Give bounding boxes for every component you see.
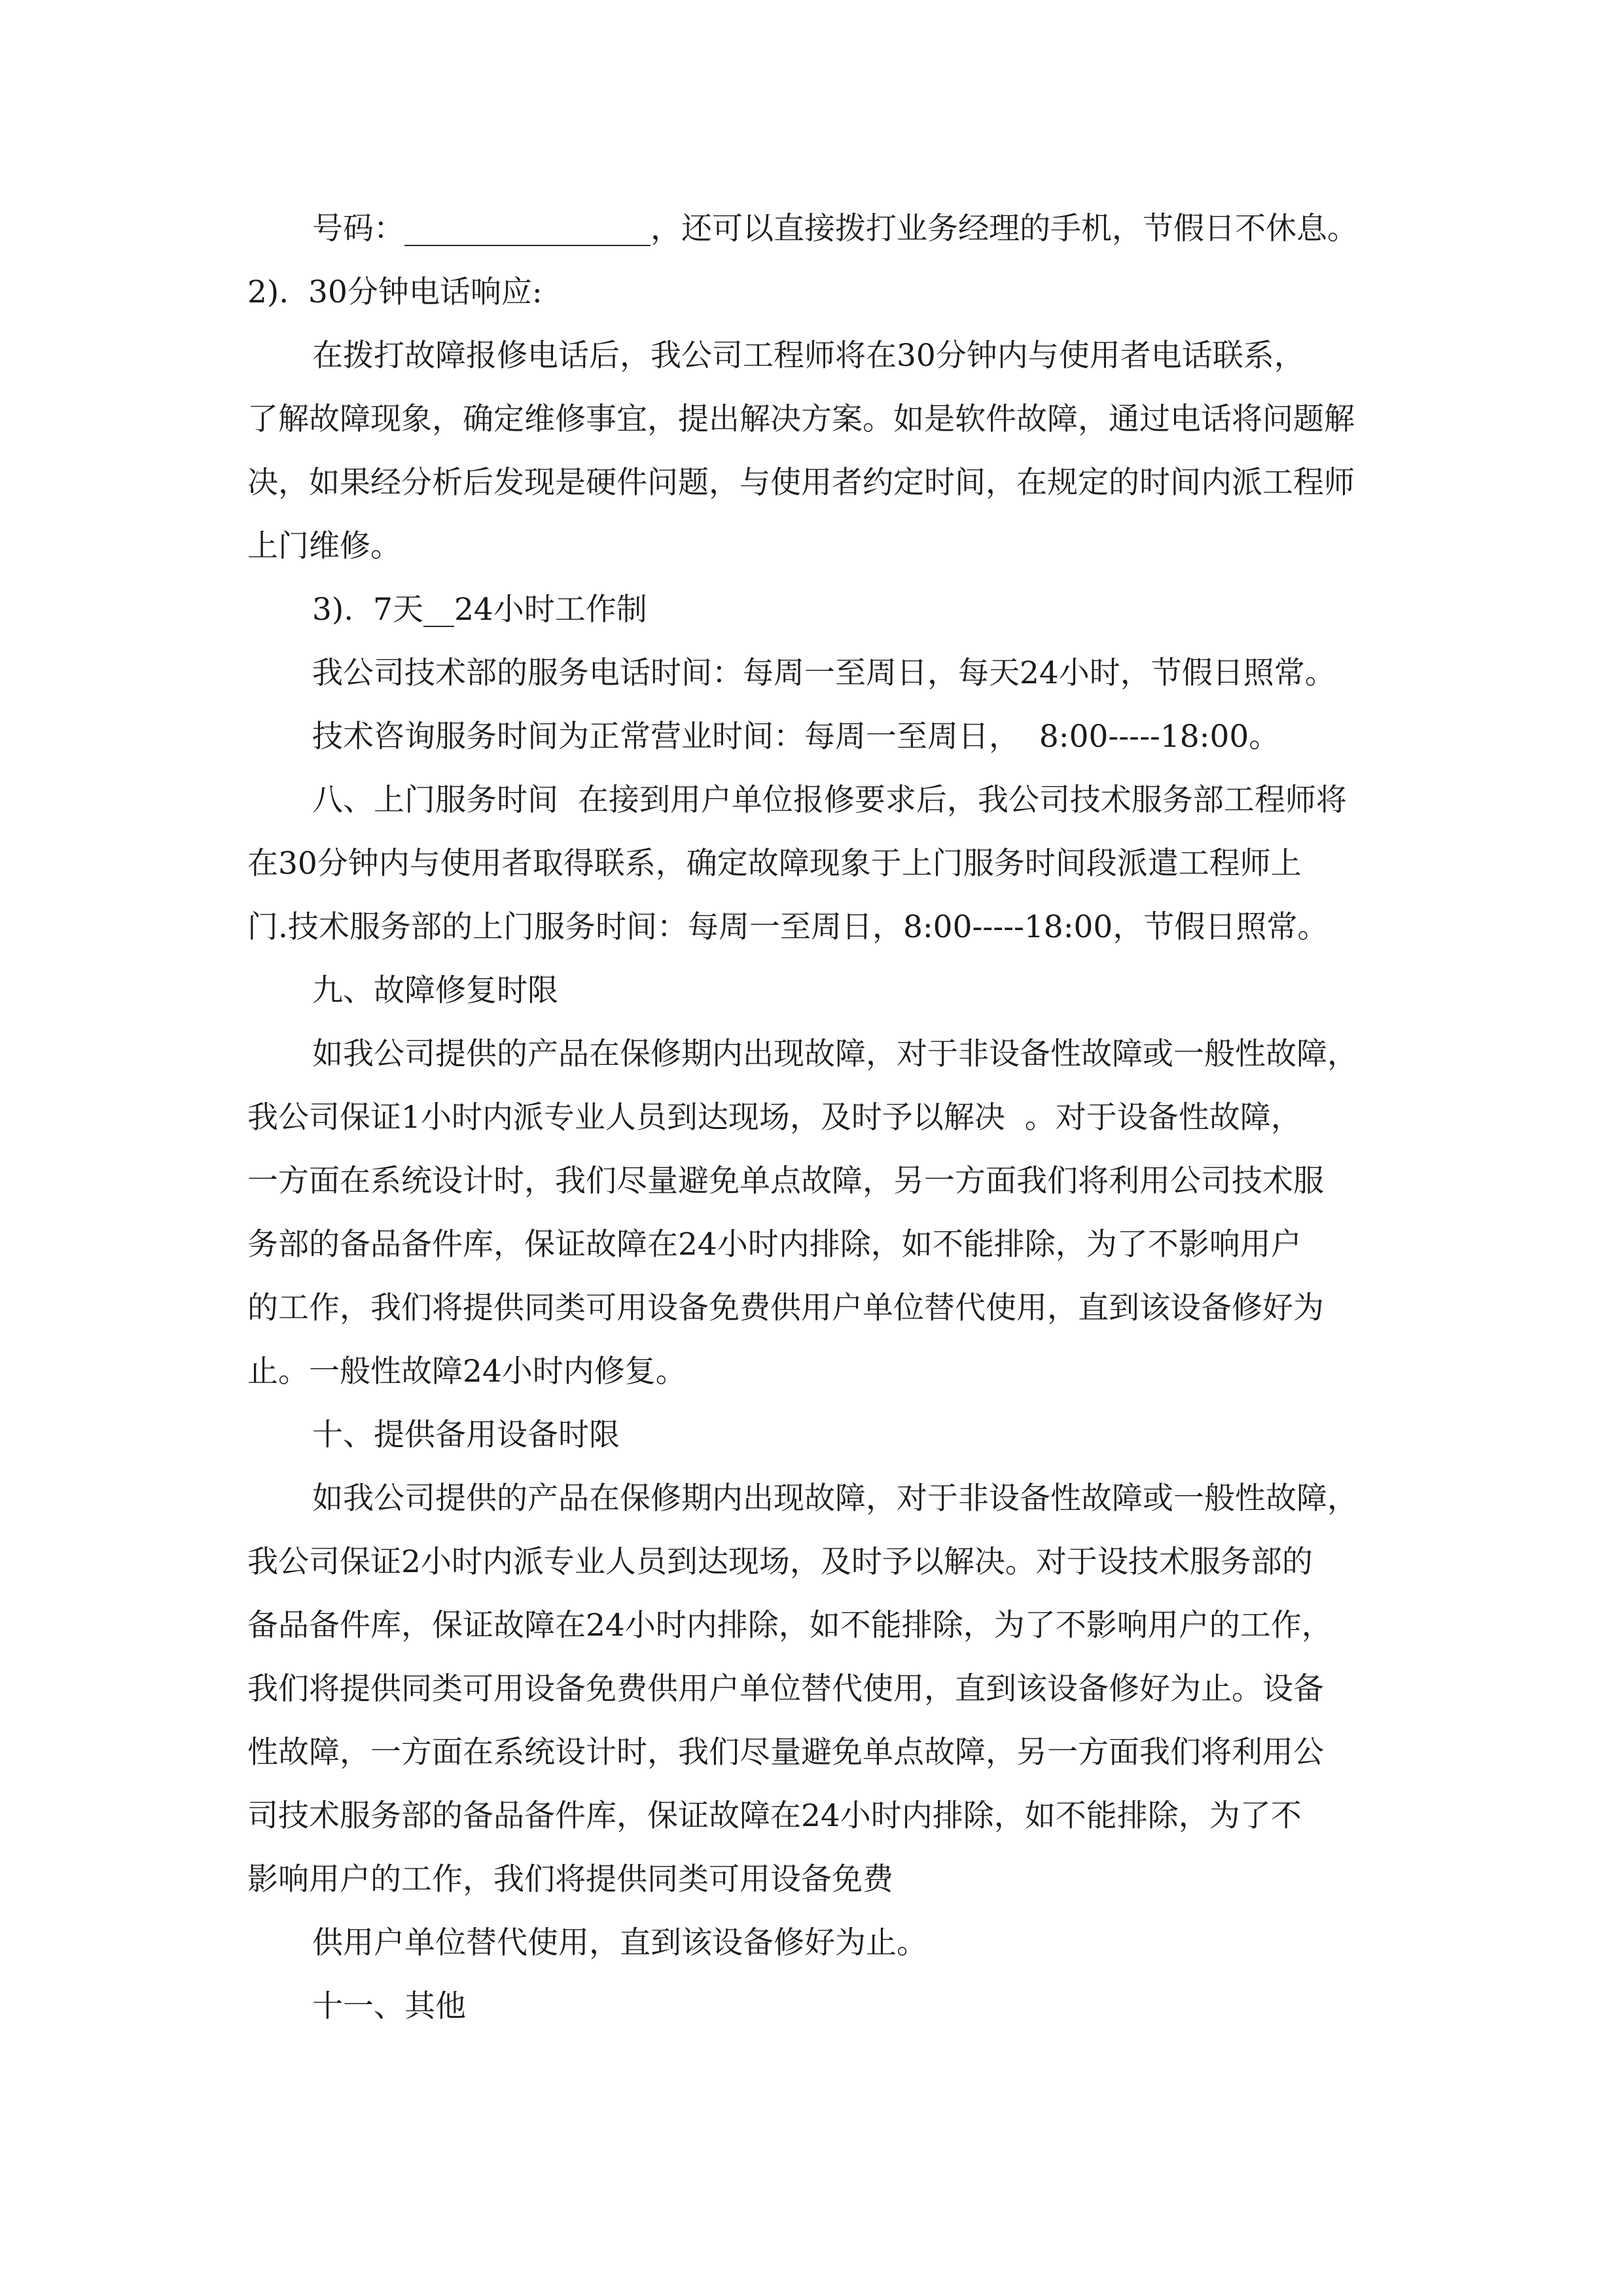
text-line: 门.技术服务部的上门服务时间：每周一至周日，8:00-----18:00，节假日照常。	[247, 909, 1329, 945]
text-line: 性故障，一方面在系统设计时，我们尽量避免单点故障，另一方面我们将利用公	[247, 1734, 1324, 1770]
text-line: 3). 7天__24小时工作制	[312, 592, 647, 628]
text-line: 的工作，我们将提供同类可用设备免费供用户单位替代使用，直到该设备修好为	[247, 1290, 1324, 1326]
text-line: 在拨打故障报修电话后，我公司工程师将在30分钟内与使用者电话联系，	[312, 338, 1305, 374]
text-line: 决，如果经分析后发现是硬件问题，与使用者约定时间，在规定的时间内派工程师	[247, 465, 1355, 501]
text-line: 务部的备品备件库，保证故障在24小时内排除，如不能排除，为了不影响用户	[247, 1227, 1302, 1263]
text-line: 如我公司提供的产品在保修期内出现故障，对于非设备性故障或一般性故障，	[312, 1480, 1358, 1516]
section-heading-9: 九、故障修复时限	[312, 973, 558, 1009]
text-line: 司技术服务部的备品备件库，保证故障在24小时内排除，如不能排除，为了不	[247, 1798, 1302, 1834]
text-line: 备品备件库，保证故障在24小时内排除，如不能排除，为了不影响用户的工作，	[247, 1607, 1332, 1643]
text-line: 我公司技术部的服务电话时间：每周一至周日，每天24小时，节假日照常。	[312, 655, 1336, 691]
text-line: 一方面在系统设计时，我们尽量避免单点故障，另一方面我们将利用公司技术服	[247, 1163, 1324, 1199]
text-line: 上门维修。	[247, 528, 401, 564]
text-line: 了解故障现象，确定维修事宜，提出解决方案。如是软件故障，通过电话将问题解	[247, 401, 1355, 437]
text-line: 我公司保证1小时内派专业人员到达现场，及时予以解决 。对于设备性故障，	[247, 1100, 1302, 1136]
text-line: 如我公司提供的产品在保修期内出现故障，对于非设备性故障或一般性故障，	[312, 1036, 1358, 1072]
text-line: 技术咨询服务时间为正常营业时间：每周一至周日， 8:00-----18:00。	[312, 719, 1280, 755]
text-line: 止。一般性故障24小时内修复。	[247, 1354, 687, 1390]
section-heading-10: 十、提供备用设备时限	[312, 1417, 620, 1453]
text-line: 我们将提供同类可用设备免费供用户单位替代使用，直到该设备修好为止。设备	[247, 1671, 1324, 1707]
section-heading-11: 十一、其他	[312, 1988, 466, 2024]
text-line: 供用户单位替代使用，直到该设备修好为止。	[312, 1925, 927, 1961]
text-line: 号码：________________，还可以直接拨打业务经理的手机，节假日不休息。	[312, 211, 1358, 247]
text-line: 我公司保证2小时内派专业人员到达现场，及时予以解决。对于设技术服务部的	[247, 1544, 1313, 1580]
text-line: 2). 30分钟电话响应:	[247, 274, 543, 310]
section-heading-8: 八、上门服务时间 在接到用户单位报修要求后，我公司技术服务部工程师将	[312, 782, 1347, 818]
text-line: 影响用户的工作，我们将提供同类可用设备免费	[247, 1861, 893, 1897]
text-line: 在30分钟内与使用者取得联系，确定故障现象于上门服务时间段派遣工程师上	[247, 846, 1302, 882]
